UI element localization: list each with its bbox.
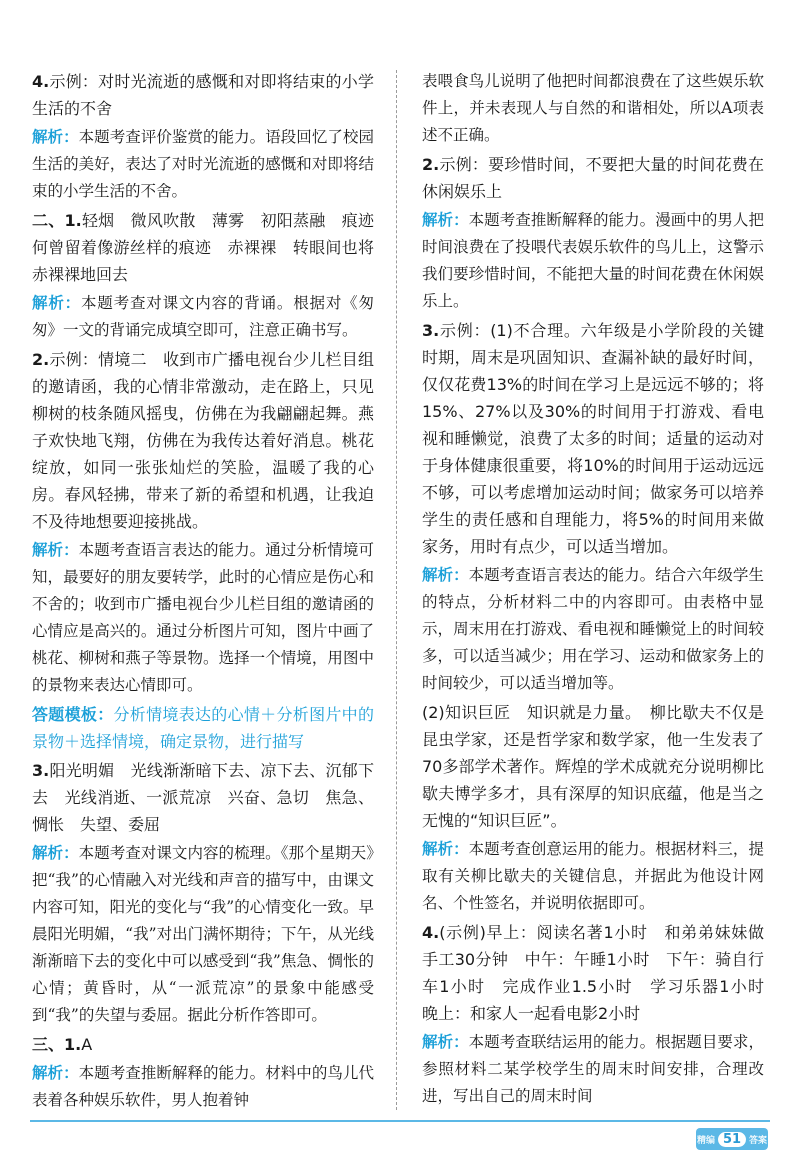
paragraph-text: 表喂食鸟儿说明了他把时间都浪费在了这些娱乐软件上，并未表现人与自然的和谐相处，所以A项表述不正确。 [422,72,764,144]
paragraph-text: A [81,1035,93,1054]
paragraph-text: 本题考查联结运用的能力。根据题目要求，参照材料二某学校学生的周末时间安排，合理改进，写出自己的周末时间 [422,1033,764,1105]
explanation-paragraph [32,124,374,205]
answer-paragraph [422,699,764,834]
explanation-label: 解析： [32,128,79,146]
question-number: 二、1. [32,211,82,230]
paragraph-text: 示例：(1)不合理。六年级是小学阶段的关键时期，周末是巩固知识、查漏补缺的最好时间，仅仅花费13%的时间在学习上是远远不够的；将15%、27%以及30%的时间用于打游戏、看电视和睡懒觉，浪费了太多的时间；适量的运动对于身体健康很重要，将10%的时间用于运动远远不够，可以考虑增加运动时间；做家务可以培养学生的责任感和自理能力，将5%的时间用来做家务，用时有点少，可以适当增加。 [422,321,764,556]
paragraph-text: 本题考查对课文内容的梳理。《那个星期天》把“我”的心情融入对光线和声音的描写中，由课文内容可知，阳光的变化与“我”的心情变化一致。早晨阳光明媚，“我”对出门满怀期待；下午，从光线渐渐暗下去的变化中可以感受到“我”焦急、惆怅的心情；黄昏时，从“一派荒凉”的景象中能感受到“我”的失望与委屈。据此分析作答即可。 [32,844,374,1024]
explanation-label: 解析： [32,1064,79,1082]
explanation-label: 解析： [32,844,79,862]
answer-template [32,701,374,755]
explanation-paragraph [422,68,764,149]
answer-paragraph [32,1031,374,1058]
footer-rule [30,1120,770,1122]
question-number: 三、1. [32,1035,82,1054]
answer-paragraph [32,346,374,535]
paragraph-text: 阳光明媚 光线渐渐暗下去、凉下去、沉郁下去 光线消逝、一派荒凉 兴奋、急切 焦急、惆怅 失望、委屈 [32,761,374,834]
answer-paragraph [422,317,764,560]
paragraph-text: 本题考查评价鉴赏的能力。语段回忆了校园生活的美好，表达了对时光流逝的感慨和对即将结束的小学生活的不舍。 [32,128,374,200]
paragraph-text: (示例)早上：阅读名著1小时 和弟弟妹妹做手工30分钟 中午：午睡1小时 下午：骑自行车1小时 完成作业1.5小时 学习乐器1小时 晚上：和家人一起看电影2小时 [422,923,781,1023]
explanation-label: 解析： [422,1033,469,1051]
paragraph-text: 本题考查推断解释的能力。漫画中的男人把时间浪费在了投喂代表娱乐软件的鸟儿上，这警示我们要珍惜时间，不能把大量的时间花费在休闲娱乐上。 [422,211,764,310]
explanation-paragraph [32,537,374,699]
page-number-badge [696,1128,768,1150]
right-column [422,68,781,1112]
explanation-paragraph [32,1060,374,1114]
paragraph-text: 本题考查语言表达的能力。结合六年级学生的特点，分析材料二中的内容即可。由表格中显示，周末用在打游戏、看电视和睡懒觉上的时间较多，可以适当减少；用在学习、运动和做家务上的时间较少，可以适当增加等。 [422,566,764,692]
question-number: 3. [422,321,440,340]
badge-right-label: 答案 [749,1135,768,1146]
explanation-label: 解析： [32,541,79,559]
answer-paragraph [422,151,764,205]
paragraph-text: 轻烟 微风吹散 薄雾 初阳蒸融 痕迹 何曾留着像游丝样的痕迹 赤裸裸 转眼间也将赤裸裸地回去 [32,211,391,284]
explanation-label: 解析： [422,566,469,584]
answer-paragraph [422,919,781,1027]
question-number: 2. [422,155,440,174]
answer-paragraph [32,757,374,838]
explanation-paragraph [422,562,764,697]
paragraph-text: 示例：情境二 收到市广播电视台少儿栏目组的邀请函，我的心情非常激动，走在路上，只见柳树的枝条随风摇曳，仿佛在为我翩翩起舞。燕子欢快地飞翔，仿佛在为我传达着好消息。桃花绽放，如同一张张灿烂的笑脸，温暖了我的心房。春风轻拂，带来了新的希望和机遇，让我迫不及待地想要迎接挑战。 [32,350,374,531]
explanation-paragraph [422,836,764,917]
question-number: 3. [32,761,50,780]
left-column [32,68,391,1116]
explanation-paragraph [422,207,764,315]
paragraph-text: 示例：要珍惜时间，不要把大量的时间花费在休闲娱乐上 [422,155,764,201]
question-number: 4. [32,72,50,91]
explanation-label: 解析： [422,211,469,229]
paragraph-text: 本题考查语言表达的能力。通过分析情境可知，最要好的朋友要转学，此时的心情应是伤心和不舍的；收到市广播电视台少儿栏目组的邀请函的心情应是高兴的。通过分析图片可知，图片中画了桃花、柳树和燕子等景物。选择一个情境，用图中的景物来表达心情即可。 [32,541,374,694]
paragraph-text: 本题考查创意运用的能力。根据材料三，提取有关柳比歇夫的关键信息，并据此为他设计网名、个性签名，并说明依据即可。 [422,840,764,912]
column-divider [396,70,397,1110]
paragraph-text: 示例：对时光流逝的感慨和对即将结束的小学生活的不舍 [32,72,374,118]
paragraph-text: 分析情境表达的心情＋分析图片中的景物＋选择情境，确定景物，进行描写 [32,705,374,751]
template-label: 答题模板： [32,705,114,724]
answer-paragraph [32,207,391,288]
paragraph-text: 本题考查推断解释的能力。材料中的鸟儿代表着各种娱乐软件，男人抱着钟 [32,1064,374,1109]
answer-paragraph [32,68,374,122]
paragraph-text: (2)知识巨匠 知识就是力量。 柳比歇夫不仅是昆虫学家，还是哲学家和数学家，他一生发表了70多部学术著作。辉煌的学术成就充分说明柳比歇夫博学多才，具有深厚的知识底蕴，他是当之无愧的“知识巨匠”。 [422,703,764,830]
badge-left-label: 精编 [696,1135,715,1146]
explanation-paragraph [422,1029,764,1110]
paragraph-text: 本题考查对课文内容的背诵。根据对《匆匆》一文的背诵完成填空即可，注意正确书写。 [32,294,374,339]
explanation-label: 解析： [422,840,469,858]
explanation-paragraph [32,840,374,1029]
explanation-label: 解析： [32,294,81,312]
question-number: 4. [422,923,440,942]
page-number: 51 [718,1132,746,1147]
question-number: 2. [32,350,50,369]
explanation-paragraph [32,290,374,344]
